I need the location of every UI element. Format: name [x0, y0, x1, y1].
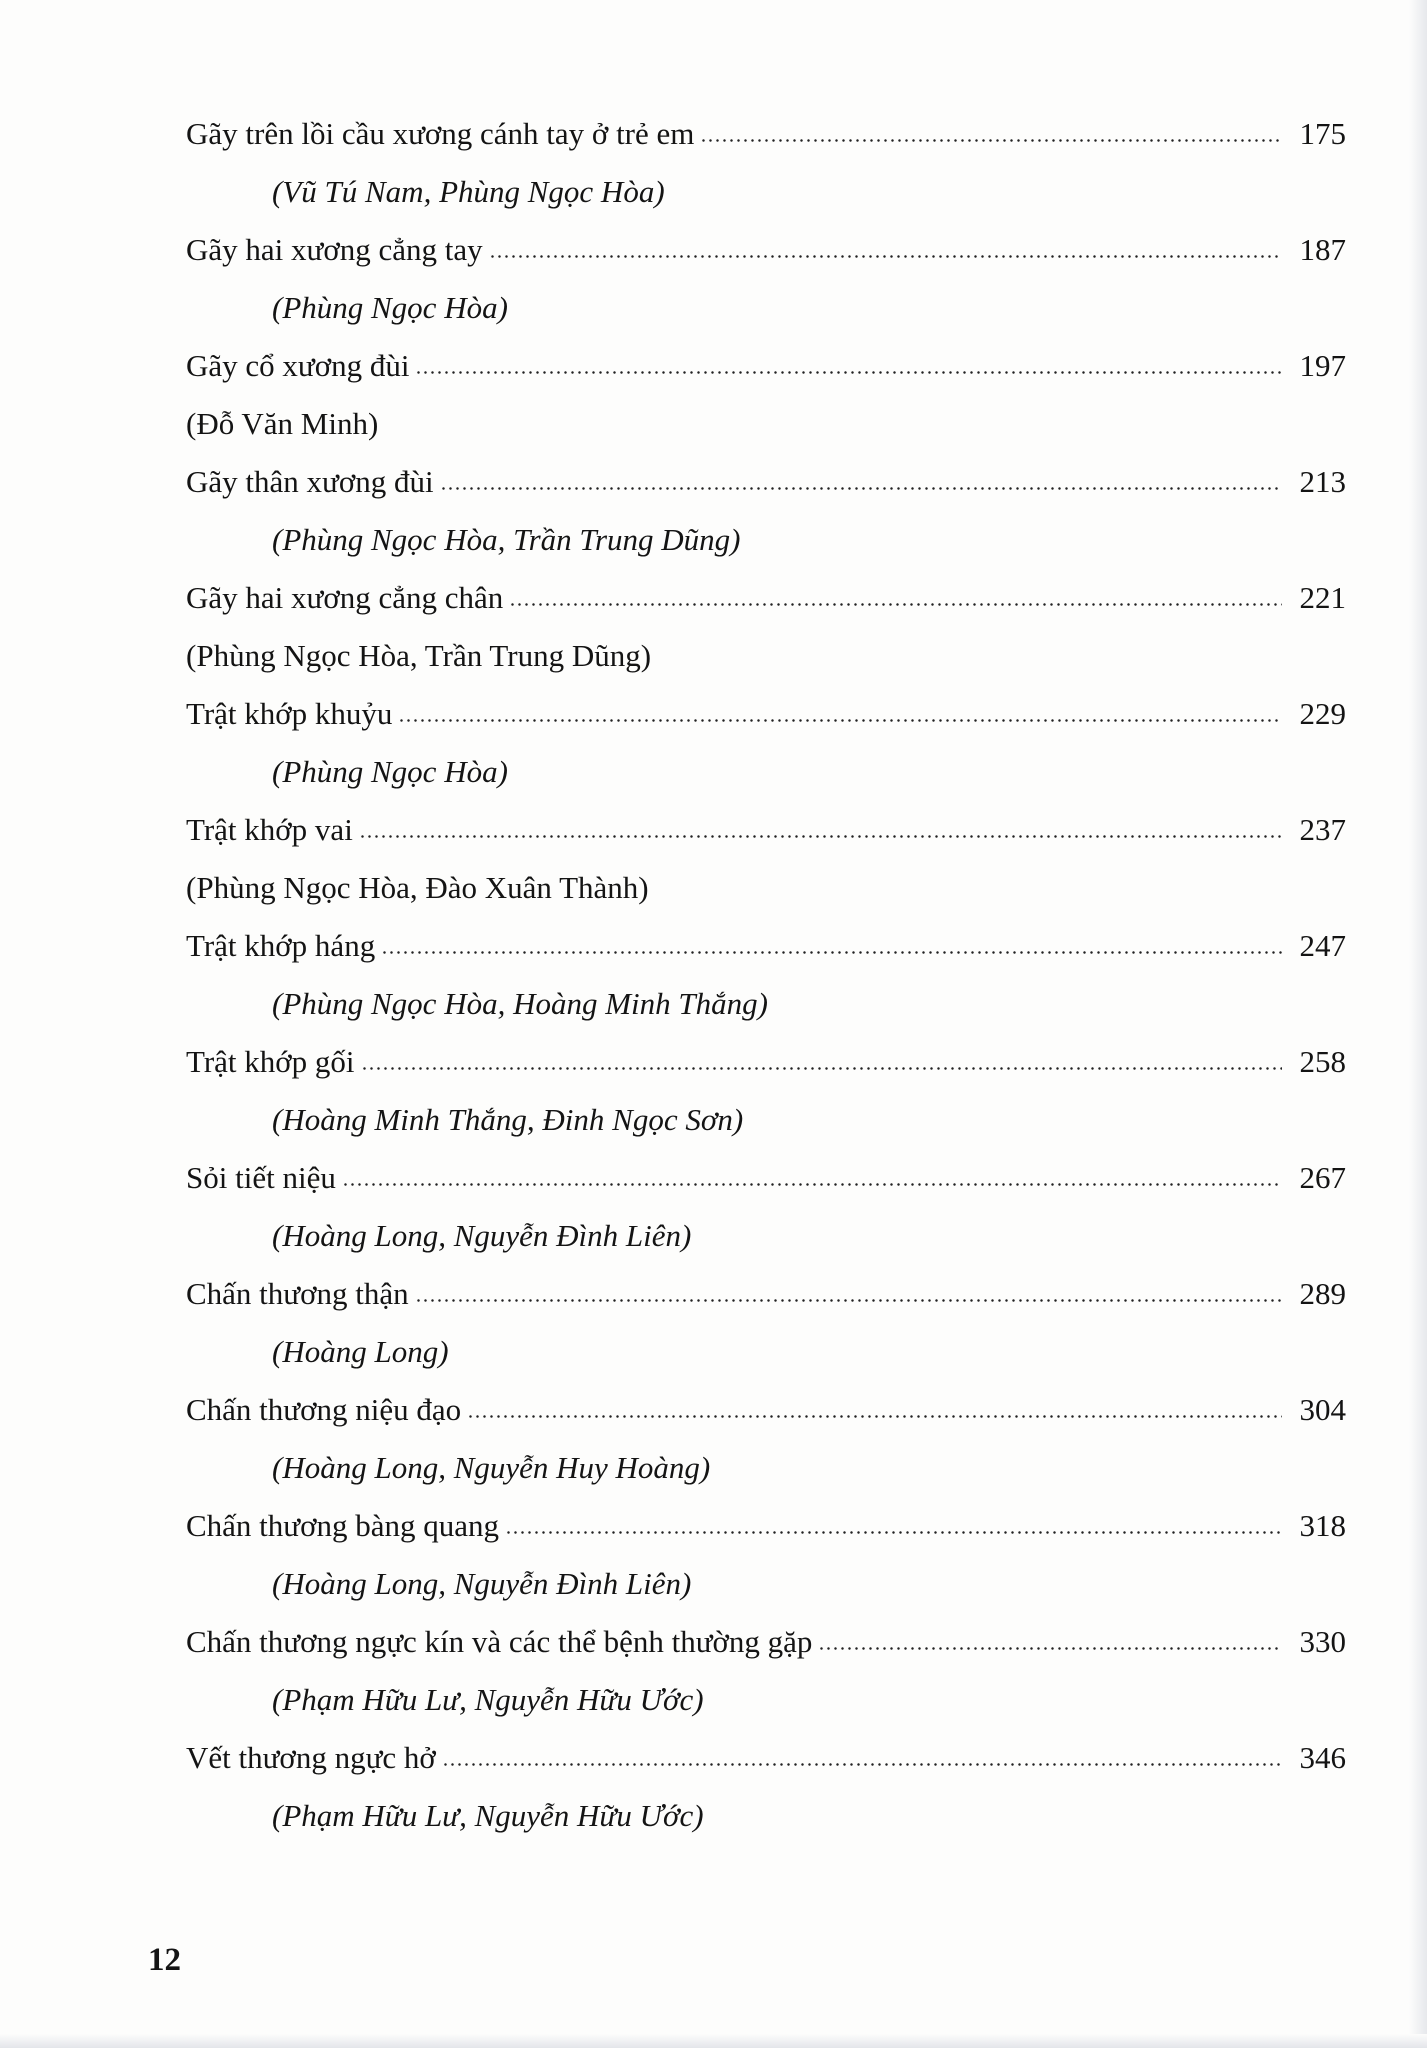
page-edge-shadow: [1409, 0, 1427, 2048]
toc-entry-authors: (Hoàng Long): [272, 1334, 449, 1369]
toc-entry-page-number: 187: [1299, 232, 1346, 267]
toc-entry-page-number: 267: [1299, 1160, 1346, 1195]
toc-entry-page-number: 318: [1299, 1508, 1346, 1543]
dot-leader: [440, 487, 1282, 490]
toc-entry-page-number: 330: [1299, 1624, 1346, 1659]
dot-leader: [442, 1763, 1282, 1766]
toc-entry-authors: (Phạm Hữu Lư, Nguyễn Hữu Ước): [272, 1682, 704, 1717]
toc-entry-authors: (Đỗ Văn Minh): [186, 406, 379, 441]
toc-entry: [186, 801, 1346, 859]
toc-entry-page-number: 289: [1299, 1276, 1346, 1311]
page-bottom-shadow: [0, 2034, 1427, 2048]
toc-entry: [186, 221, 1346, 279]
toc-entry-authors: (Phùng Ngọc Hòa, Trần Trung Dũng): [186, 638, 652, 673]
toc-entry-title: Gãy hai xương cẳng chân: [186, 580, 504, 615]
toc-entry-authors: (Hoàng Long, Nguyễn Đình Liên): [272, 1218, 692, 1253]
dot-leader: [467, 1415, 1282, 1418]
toc-entry-title: Trật khớp háng: [186, 928, 376, 963]
toc-entry-authors: (Phùng Ngọc Hòa, Trần Trung Dũng): [272, 522, 741, 557]
toc-entry-authors: (Phùng Ngọc Hòa): [272, 290, 508, 325]
toc-entry: [186, 1497, 1346, 1555]
toc-entry-title: Trật khớp vai: [186, 812, 353, 847]
toc-entry: [186, 685, 1346, 743]
toc-entry-title: Trật khớp khuỷu: [186, 696, 393, 731]
toc-entry-authors: (Phùng Ngọc Hòa, Hoàng Minh Thắng): [272, 986, 768, 1021]
toc-entry-title: Trật khớp gối: [186, 1044, 355, 1079]
toc-entry-authors: (Phùng Ngọc Hòa): [272, 754, 508, 789]
dot-leader: [361, 1067, 1282, 1070]
toc-entry-title: Chấn thương ngực kín và các thể bệnh thường gặp: [186, 1624, 813, 1659]
toc-entry-page-number: 237: [1299, 812, 1346, 847]
dot-leader: [359, 835, 1282, 838]
toc-entry-page-number: 229: [1299, 696, 1346, 731]
toc-entry: [186, 1381, 1346, 1439]
toc-entry-page-number: 346: [1299, 1740, 1346, 1775]
toc-entry-authors: (Phùng Ngọc Hòa, Đào Xuân Thành): [186, 870, 649, 905]
toc-entry-title: Gãy cổ xương đùi: [186, 348, 410, 383]
table-of-contents: [186, 105, 1346, 1845]
dot-leader: [818, 1647, 1282, 1650]
toc-entry-title: Gãy trên lồi cầu xương cánh tay ở trẻ em: [186, 116, 695, 151]
dot-leader: [398, 719, 1282, 722]
page-number: 12: [148, 1942, 181, 1978]
toc-entry: [186, 917, 1346, 975]
toc-entry-authors: (Hoàng Minh Thắng, Đinh Ngọc Sơn): [272, 1102, 744, 1137]
toc-entry: [186, 1033, 1346, 1091]
toc-entry-page-number: 197: [1299, 348, 1346, 383]
toc-entry-page-number: 221: [1299, 580, 1346, 615]
toc-entry-authors: (Phạm Hữu Lư, Nguyễn Hữu Ước): [272, 1798, 704, 1833]
toc-entry: [186, 569, 1346, 627]
toc-entry-page-number: 304: [1299, 1392, 1346, 1427]
toc-entry: [186, 1729, 1346, 1787]
toc-entry-title: Gãy thân xương đùi: [186, 464, 434, 499]
toc-entry: [186, 1613, 1346, 1671]
toc-entry-authors: (Hoàng Long, Nguyễn Huy Hoàng): [272, 1450, 711, 1485]
toc-entry-title: Chấn thương niệu đạo: [186, 1392, 462, 1427]
toc-entry: [186, 1149, 1346, 1207]
toc-entry-page-number: 247: [1299, 928, 1346, 963]
toc-entry: [186, 105, 1346, 163]
toc-entry-title: Vết thương ngực hở: [186, 1740, 436, 1775]
dot-leader: [415, 371, 1282, 374]
toc-entry: [186, 453, 1346, 511]
toc-entry: [186, 1265, 1346, 1323]
toc-entry: [186, 337, 1346, 395]
toc-entry-authors: (Hoàng Long, Nguyễn Đình Liên): [272, 1566, 692, 1601]
dot-leader: [415, 1299, 1282, 1302]
toc-entry-page-number: 213: [1299, 464, 1346, 499]
dot-leader: [700, 139, 1282, 142]
dot-leader: [505, 1531, 1282, 1534]
dot-leader: [342, 1183, 1282, 1186]
toc-entry-title: Sỏi tiết niệu: [186, 1160, 336, 1195]
toc-entry-page-number: 258: [1299, 1044, 1346, 1079]
toc-entry-title: Chấn thương thận: [186, 1276, 409, 1311]
toc-entry-page-number: 175: [1299, 116, 1346, 151]
toc-entry-title: Gãy hai xương cẳng tay: [186, 232, 483, 267]
dot-leader: [489, 255, 1282, 258]
toc-entry-authors: (Vũ Tú Nam, Phùng Ngọc Hòa): [272, 174, 665, 209]
toc-entry-title: Chấn thương bàng quang: [186, 1508, 500, 1543]
dot-leader: [381, 951, 1282, 954]
dot-leader: [509, 603, 1282, 606]
